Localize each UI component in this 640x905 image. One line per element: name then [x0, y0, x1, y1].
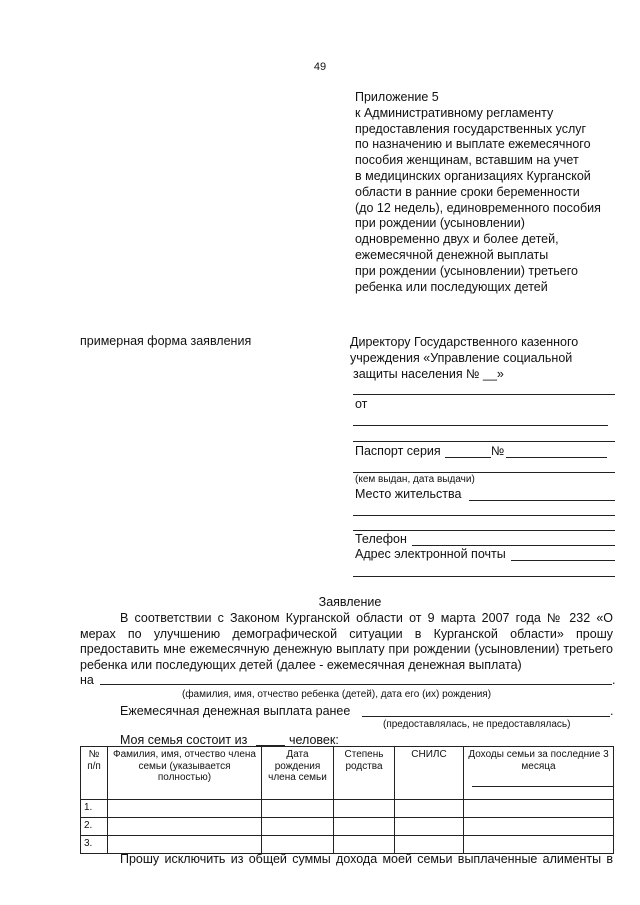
cell-birth-date[interactable]: [262, 818, 334, 836]
cell-full-name[interactable]: [108, 800, 262, 818]
table-header-row: [81, 747, 614, 800]
previous-payment-label: Ежемесячная денежная выплата ранее: [120, 704, 351, 718]
appendix-line: Приложение 5: [355, 90, 439, 104]
appendix-line: к Административному регламенту: [355, 105, 554, 120]
appendix-heading: [355, 90, 625, 295]
appendix-line: по назначению и выплате ежемесячного: [355, 137, 591, 152]
statement-body: [80, 611, 613, 673]
from-label: от: [355, 397, 368, 411]
email-label: Адрес электронной почты: [355, 547, 506, 561]
email-field[interactable]: [511, 560, 615, 561]
appendix-line: в медицинских организациях Курганской: [355, 168, 591, 183]
family-size-suffix: человек:: [289, 733, 339, 747]
on-label: на: [80, 673, 94, 687]
cell-relation[interactable]: [334, 836, 395, 854]
appendix-line: при рождении (усыновлении): [355, 216, 525, 231]
cell-income[interactable]: [464, 818, 614, 836]
row-number: 3.: [81, 836, 108, 854]
col-number: № п/п: [81, 747, 108, 800]
child-field-end: .: [612, 673, 616, 687]
col-income: Доходы семьи за последние 3 месяца: [464, 747, 614, 800]
family-size-label: Моя семья состоит из: [120, 733, 248, 747]
addressee-line: защиты населения № __»: [353, 367, 504, 381]
residence-field-3[interactable]: [353, 530, 615, 531]
appendix-line: (до 12 недель), единовременного пособия: [355, 200, 601, 215]
addressee-end-line[interactable]: [353, 576, 615, 577]
passport-number-label: №: [491, 444, 505, 458]
income-subheader-line: [472, 786, 614, 787]
statement-title: Заявление: [318, 595, 382, 609]
residence-label: Место жительства: [355, 487, 462, 501]
addressee-line: учреждения «Управление социальной: [350, 351, 573, 365]
cell-snils[interactable]: [395, 818, 464, 836]
appendix-line: при рождении (усыновлении) третьего: [355, 263, 578, 278]
appendix-line: области в ранние сроки беременности: [355, 184, 580, 199]
table-row: [81, 818, 614, 836]
row-number: 1.: [81, 800, 108, 818]
residence-field-2[interactable]: [353, 515, 615, 516]
appendix-line: пособия женщинам, вставшим на учет: [355, 153, 579, 168]
cell-relation[interactable]: [334, 800, 395, 818]
passport-number-field[interactable]: [506, 457, 607, 458]
col-relation: Степень родства: [334, 747, 395, 800]
previous-payment-field[interactable]: [362, 716, 610, 717]
cell-birth-date[interactable]: [262, 800, 334, 818]
passport-series-label: Паспорт серия: [355, 444, 441, 458]
cell-relation[interactable]: [334, 818, 395, 836]
residence-field[interactable]: [469, 500, 615, 501]
family-table: [80, 746, 614, 854]
child-note: (фамилия, имя, отчество ребенка (детей), дата его (их) рождения): [182, 689, 492, 700]
appendix-line: предоставления государственных услуг: [355, 121, 587, 136]
cell-income[interactable]: [464, 800, 614, 818]
form-type-label: примерная форма заявления: [80, 334, 252, 348]
issued-note: (кем выдан, дата выдачи): [355, 474, 475, 485]
page-number: 49: [313, 61, 327, 73]
statement-body-text: В соответствии с Законом Курганской области от 9 марта 2007 года № 232 «О мерах по улучшению демографической ситуации в Курганской области» прошу предоставить мне ежемесячную денежную выплату при рождении (усыновлении) третьего ребенка или последующих детей (далее - ежемесячная денежная выплата): [80, 611, 613, 672]
addressee-blank-line[interactable]: [353, 394, 615, 395]
child-field[interactable]: [100, 684, 612, 685]
col-birth-date: Дата рождения члена семьи: [262, 747, 334, 800]
previous-payment-end: .: [610, 704, 614, 718]
cell-income[interactable]: [464, 836, 614, 854]
from-field-2[interactable]: [353, 441, 615, 442]
phone-field[interactable]: [412, 545, 615, 546]
addressee-line: Директору Государственного казенного: [350, 335, 579, 349]
passport-series-field[interactable]: [445, 457, 491, 458]
cell-full-name[interactable]: [108, 836, 262, 854]
appendix-line: ежемесячной денежной выплаты: [355, 247, 549, 262]
table-row: [81, 836, 614, 854]
cell-full-name[interactable]: [108, 818, 262, 836]
cell-snils[interactable]: [395, 836, 464, 854]
exclusion-paragraph: Прошу исключить из общей суммы дохода моей семьи выплаченные алименты в: [120, 852, 613, 866]
phone-label: Телефон: [355, 532, 407, 546]
passport-issued-field[interactable]: [353, 472, 615, 473]
row-number: 2.: [81, 818, 108, 836]
appendix-line: одновременно двух и более детей,: [355, 232, 559, 247]
previous-payment-note: (предоставлялась, не предоставлялась): [383, 719, 571, 730]
col-snils: СНИЛС: [395, 747, 464, 800]
cell-snils[interactable]: [395, 800, 464, 818]
appendix-line: ребенка или последующих детей: [355, 279, 548, 294]
cell-birth-date[interactable]: [262, 836, 334, 854]
from-field[interactable]: [353, 425, 608, 426]
table-row: [81, 800, 614, 818]
col-full-name: Фамилия, имя, отчество члена семьи (указывается полностью): [108, 747, 262, 800]
addressee-block: [350, 334, 620, 382]
